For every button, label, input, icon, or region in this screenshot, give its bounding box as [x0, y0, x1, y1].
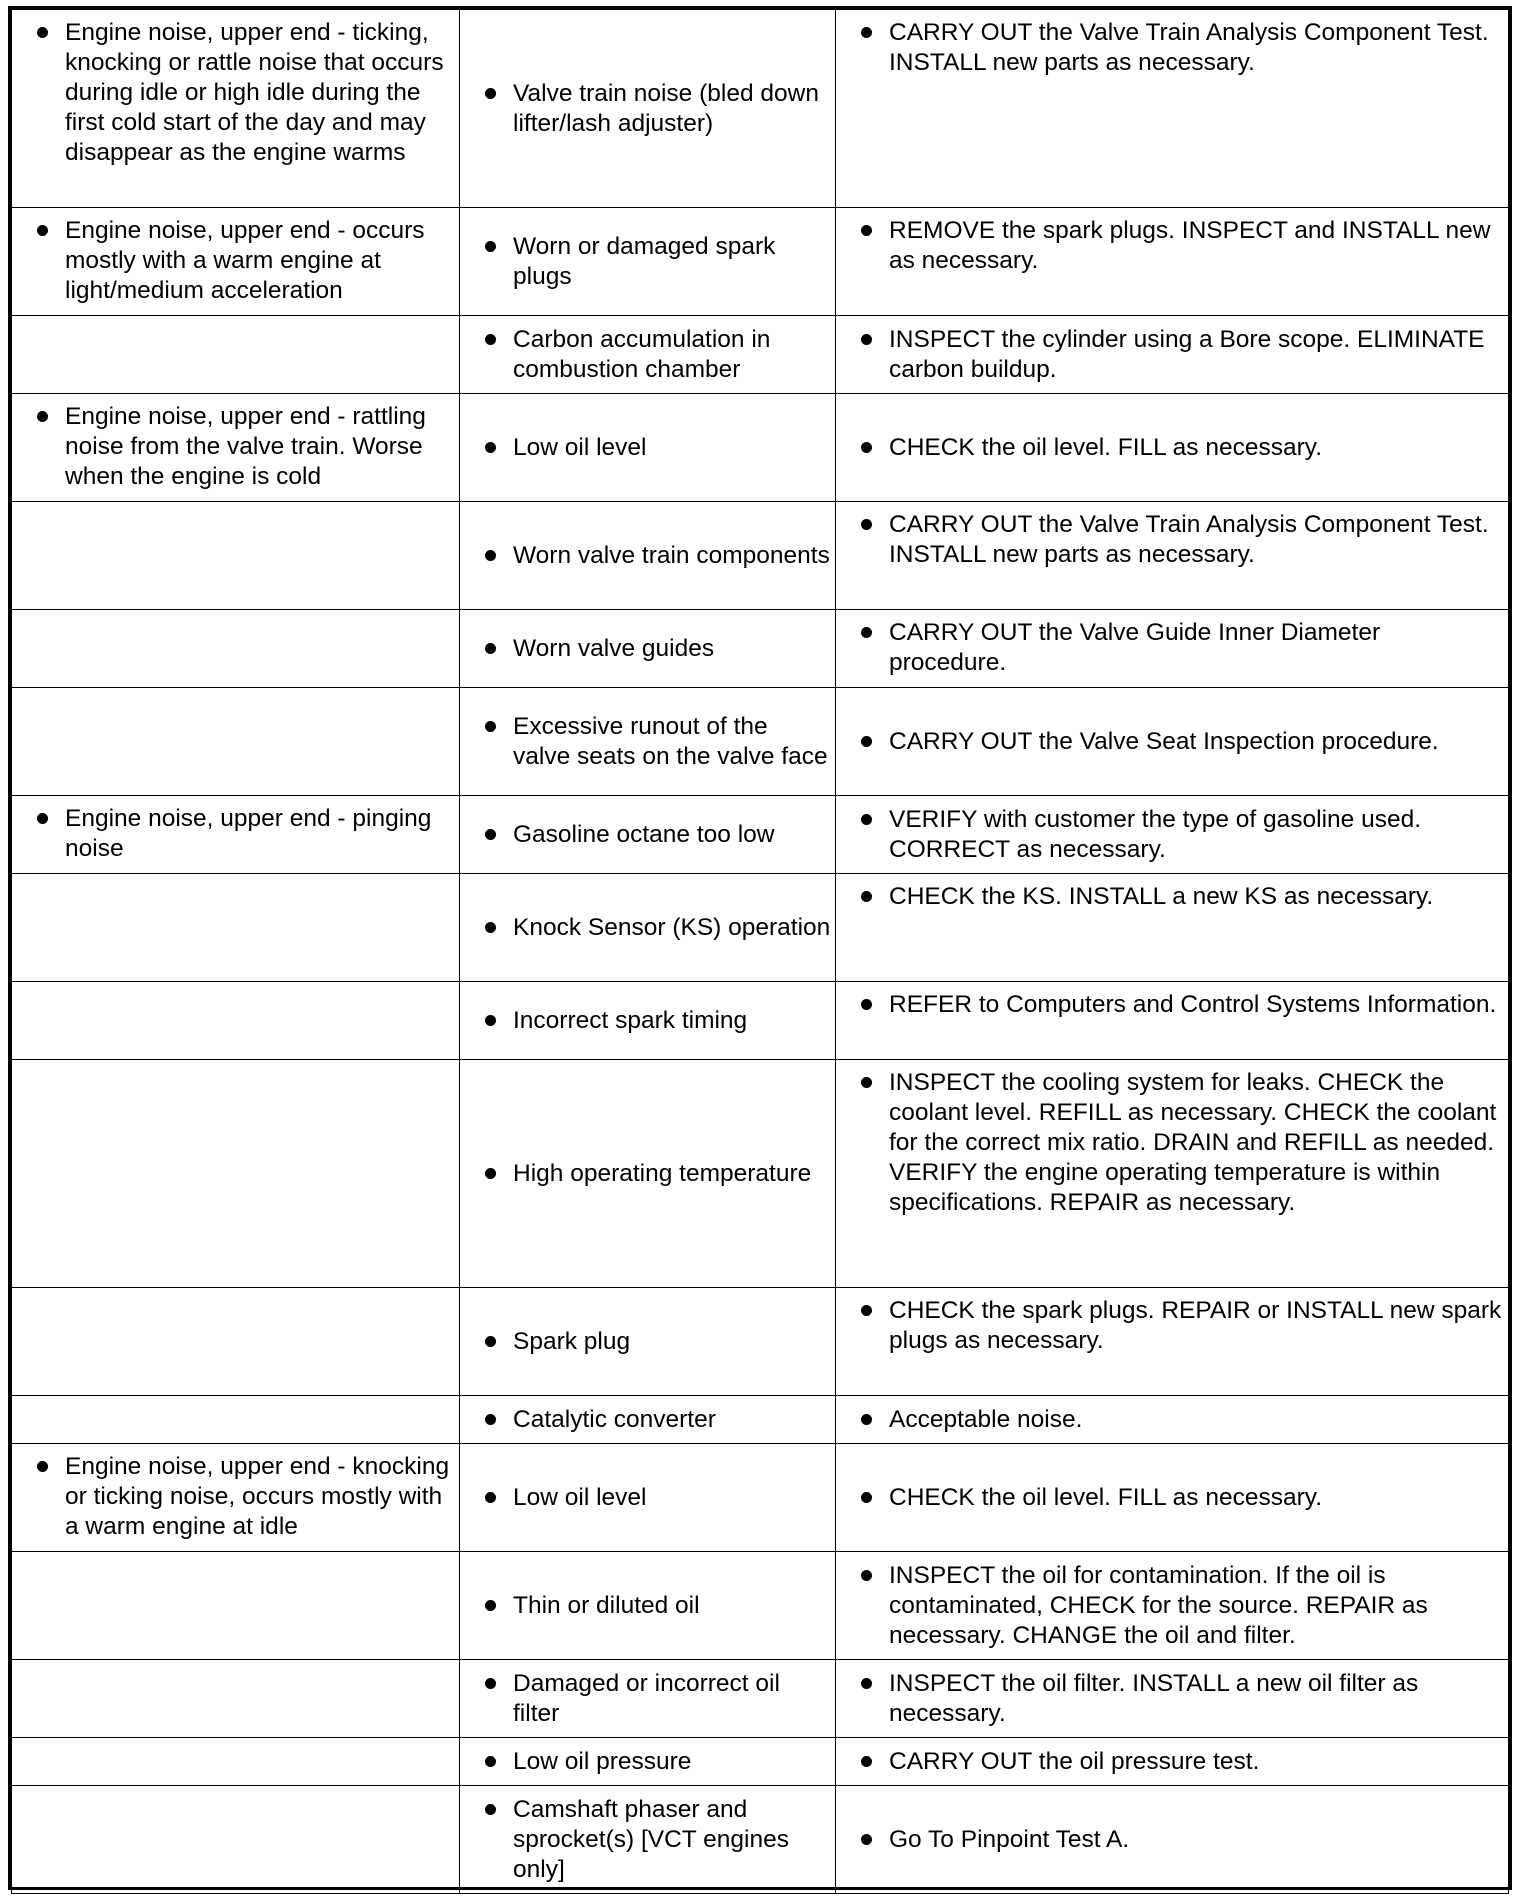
condition-cell [12, 10, 460, 208]
bullet-item [836, 1747, 1504, 1777]
bullet-icon [861, 1756, 872, 1767]
condition-cell [12, 796, 460, 874]
table-row [12, 1786, 1509, 1894]
bullet-icon [485, 241, 496, 252]
bullet-item [460, 433, 831, 463]
bullet-item [836, 18, 1504, 78]
cause-text: Worn or damaged spark plugs [513, 232, 776, 290]
bullet-icon [861, 736, 872, 747]
possible-source-cell [460, 1552, 836, 1660]
action-text: INSPECT the cooling system for leaks. CHECK the coolant level. REFILL as necessary. CHECK the coolant for the correct mix ratio. DRAIN and REFILL as needed. VERIFY the engine operating temperature is within specifications. REPAIR as necessary. [889, 1069, 1497, 1216]
cause-text: Low oil level [513, 1483, 647, 1511]
table-row [12, 1738, 1509, 1786]
condition-cell [12, 1660, 460, 1738]
condition-text: Engine noise, upper end - rattling noise from the valve train. Worse when the engine is cold [65, 403, 426, 490]
possible-source-cell [460, 610, 836, 688]
cause-text: Camshaft phaser and sprocket(s) [VCT engines only] [513, 1795, 789, 1883]
bullet-icon [861, 891, 872, 902]
bullet-icon [861, 1834, 872, 1845]
bullet-icon [485, 88, 496, 99]
condition-cell [12, 1444, 460, 1552]
condition-cell [12, 316, 460, 394]
possible-source-cell [460, 874, 836, 982]
condition-text: Engine noise, upper end - occurs mostly with a warm engine at light/medium acceleration [65, 217, 425, 304]
bullet-item [12, 804, 455, 864]
cause-text: Incorrect spark timing [513, 1006, 748, 1034]
table-row [12, 502, 1509, 610]
bullet-icon [485, 550, 496, 561]
condition-cell [12, 394, 460, 502]
bullet-icon [485, 1336, 496, 1347]
bullet-item [460, 1006, 831, 1036]
action-text: REFER to Computers and Control Systems Information. [889, 991, 1497, 1018]
bullet-item [836, 805, 1504, 865]
bullet-item [460, 1591, 831, 1621]
cause-text: Worn valve guides [513, 634, 715, 662]
action-text: CARRY OUT the oil pressure test. [889, 1747, 1260, 1775]
action-text: INSPECT the cylinder using a Bore scope. ELIMINATE carbon buildup. [889, 325, 1485, 383]
bullet-item [460, 1159, 831, 1189]
bullet-icon [37, 225, 48, 236]
bullet-item [836, 882, 1504, 912]
bullet-icon [861, 1305, 872, 1316]
condition-cell [12, 1786, 460, 1894]
action-cell [836, 688, 1509, 796]
action-cell [836, 1444, 1509, 1552]
condition-cell [12, 688, 460, 796]
bullet-icon [861, 1414, 872, 1425]
bullet-icon [37, 813, 48, 824]
bullet-icon [861, 442, 872, 453]
action-text: Go To Pinpoint Test A. [889, 1825, 1130, 1853]
action-text: REMOVE the spark plugs. INSPECT and INSTALL new as necessary. [889, 217, 1491, 274]
bullet-icon [485, 334, 496, 345]
bullet-icon [485, 829, 496, 840]
bullet-item [836, 325, 1504, 385]
action-cell [836, 1552, 1509, 1660]
condition-text: Engine noise, upper end - ticking, knocking or rattle noise that occurs during idle or high idle during the first cold start of the day and may disappear as the engine warms [65, 19, 444, 166]
bullet-item [836, 990, 1504, 1020]
bullet-item [12, 402, 455, 492]
table-row [12, 394, 1509, 502]
action-text: CHECK the oil level. FILL as necessary. [889, 433, 1323, 461]
bullet-icon [485, 1600, 496, 1611]
cause-text: Knock Sensor (KS) operation [513, 913, 831, 941]
bullet-item [836, 727, 1504, 757]
action-cell [836, 316, 1509, 394]
bullet-icon [861, 999, 872, 1010]
possible-source-cell [460, 1396, 836, 1444]
bullet-item [460, 1747, 831, 1777]
bullet-icon [37, 27, 48, 38]
bullet-item [836, 433, 1504, 463]
possible-source-cell [460, 10, 836, 208]
bullet-item [836, 1825, 1504, 1855]
cause-text: Spark plug [513, 1327, 631, 1355]
possible-source-cell [460, 1444, 836, 1552]
action-text: CARRY OUT the Valve Train Analysis Component Test. INSTALL new parts as necessary. [889, 19, 1489, 76]
bullet-item [460, 1405, 831, 1435]
table-row [12, 10, 1509, 208]
bullet-item [460, 541, 831, 571]
action-cell [836, 208, 1509, 316]
table-row [12, 874, 1509, 982]
cause-text: Thin or diluted oil [513, 1591, 700, 1619]
action-text: Acceptable noise. [889, 1405, 1083, 1433]
bullet-icon [861, 814, 872, 825]
action-text: CARRY OUT the Valve Seat Inspection procedure. [889, 727, 1439, 755]
bullet-item [460, 913, 831, 943]
action-cell [836, 10, 1509, 208]
table-row [12, 610, 1509, 688]
action-cell [836, 796, 1509, 874]
condition-cell [12, 1738, 460, 1786]
cause-text: Valve train noise (bled down lifter/lash adjuster) [513, 79, 819, 137]
condition-cell [12, 208, 460, 316]
cause-text: Damaged or incorrect oil filter [513, 1669, 780, 1727]
bullet-item [460, 232, 831, 292]
bullet-icon [37, 411, 48, 422]
condition-cell [12, 982, 460, 1060]
action-cell [836, 982, 1509, 1060]
table-row [12, 982, 1509, 1060]
bullet-item [836, 1483, 1504, 1513]
bullet-icon [861, 1678, 872, 1689]
bullet-item [12, 18, 455, 168]
possible-source-cell [460, 394, 836, 502]
condition-text: Engine noise, upper end - knocking or ticking noise, occurs mostly with a warm engine at idle [65, 1453, 450, 1540]
bullet-item [836, 1405, 1504, 1435]
diagnostic-table-sheet [8, 6, 1512, 1890]
bullet-item [12, 1452, 455, 1542]
table-row [12, 688, 1509, 796]
possible-source-cell [460, 1288, 836, 1396]
bullet-item [460, 1795, 831, 1885]
bullet-item [836, 1669, 1504, 1729]
table-row [12, 1060, 1509, 1288]
action-cell [836, 1288, 1509, 1396]
bullet-item [460, 1327, 831, 1357]
cause-text: Low oil pressure [513, 1747, 692, 1775]
cause-text: Low oil level [513, 433, 647, 461]
table-row [12, 1444, 1509, 1552]
table-row [12, 796, 1509, 874]
bullet-item [836, 1068, 1504, 1218]
bullet-icon [485, 1804, 496, 1815]
table-row [12, 1552, 1509, 1660]
bullet-icon [861, 27, 872, 38]
condition-cell [12, 1288, 460, 1396]
possible-source-cell [460, 796, 836, 874]
action-text: CARRY OUT the Valve Guide Inner Diameter procedure. [889, 619, 1381, 676]
cause-text: High operating temperature [513, 1159, 812, 1187]
action-text: CHECK the oil level. FILL as necessary. [889, 1483, 1323, 1511]
bullet-icon [37, 1461, 48, 1472]
symptom-chart-body [12, 10, 1509, 1894]
table-row [12, 1396, 1509, 1444]
bullet-icon [485, 1414, 496, 1425]
bullet-icon [485, 1678, 496, 1689]
bullet-icon [485, 922, 496, 933]
bullet-item [460, 1669, 831, 1729]
condition-cell [12, 1552, 460, 1660]
cause-text: Gasoline octane too low [513, 820, 775, 848]
action-cell [836, 610, 1509, 688]
action-cell [836, 502, 1509, 610]
bullet-icon [485, 721, 496, 732]
bullet-item [460, 820, 831, 850]
bullet-item [460, 79, 831, 139]
bullet-icon [861, 519, 872, 530]
bullet-item [836, 1561, 1504, 1651]
possible-source-cell [460, 316, 836, 394]
bullet-icon [485, 1492, 496, 1503]
action-cell [836, 1786, 1509, 1894]
symptom-chart-table [11, 9, 1509, 1894]
table-row [12, 1288, 1509, 1396]
condition-cell [12, 502, 460, 610]
possible-source-cell [460, 1060, 836, 1288]
bullet-item [12, 216, 455, 306]
bullet-icon [485, 643, 496, 654]
action-cell [836, 1060, 1509, 1288]
cause-text: Catalytic converter [513, 1405, 716, 1433]
bullet-icon [485, 442, 496, 453]
bullet-icon [485, 1168, 496, 1179]
bullet-item [836, 1296, 1504, 1356]
bullet-item [836, 216, 1504, 276]
action-text: INSPECT the oil for contamination. If the oil is contaminated, CHECK for the source. REPAIR as necessary. CHANGE the oil and filter. [889, 1561, 1428, 1649]
table-row [12, 316, 1509, 394]
table-row [12, 208, 1509, 316]
action-cell [836, 394, 1509, 502]
table-row [12, 1660, 1509, 1738]
bullet-icon [861, 1492, 872, 1503]
action-text: CHECK the KS. INSTALL a new KS as necessary. [889, 883, 1434, 910]
cause-text: Carbon accumulation in combustion chamber [513, 325, 771, 383]
bullet-icon [861, 1077, 872, 1088]
action-text: CARRY OUT the Valve Train Analysis Component Test. INSTALL new parts as necessary. [889, 511, 1489, 568]
condition-cell [12, 1060, 460, 1288]
bullet-icon [485, 1015, 496, 1026]
bullet-icon [861, 334, 872, 345]
condition-text: Engine noise, upper end - pinging noise [65, 805, 432, 862]
possible-source-cell [460, 208, 836, 316]
action-cell [836, 1396, 1509, 1444]
action-text: CHECK the spark plugs. REPAIR or INSTALL new spark plugs as necessary. [889, 1297, 1502, 1354]
possible-source-cell [460, 688, 836, 796]
possible-source-cell [460, 1786, 836, 1894]
bullet-item [460, 712, 831, 772]
bullet-item [460, 634, 831, 664]
action-text: INSPECT the oil filter. INSTALL a new oil filter as necessary. [889, 1669, 1419, 1727]
cause-text: Excessive runout of the valve seats on the valve face [513, 712, 828, 770]
possible-source-cell [460, 502, 836, 610]
action-cell [836, 874, 1509, 982]
possible-source-cell [460, 982, 836, 1060]
bullet-item [460, 325, 831, 385]
bullet-item [460, 1483, 831, 1513]
possible-source-cell [460, 1660, 836, 1738]
action-text: VERIFY with customer the type of gasoline used. CORRECT as necessary. [889, 805, 1422, 863]
bullet-icon [485, 1756, 496, 1767]
bullet-item [836, 618, 1504, 678]
possible-source-cell [460, 1738, 836, 1786]
bullet-item [836, 510, 1504, 570]
action-cell [836, 1660, 1509, 1738]
bullet-icon [861, 1570, 872, 1581]
bullet-icon [861, 627, 872, 638]
action-cell [836, 1738, 1509, 1786]
cause-text: Worn valve train components [513, 541, 830, 569]
condition-cell [12, 1396, 460, 1444]
condition-cell [12, 874, 460, 982]
bullet-icon [861, 225, 872, 236]
condition-cell [12, 610, 460, 688]
